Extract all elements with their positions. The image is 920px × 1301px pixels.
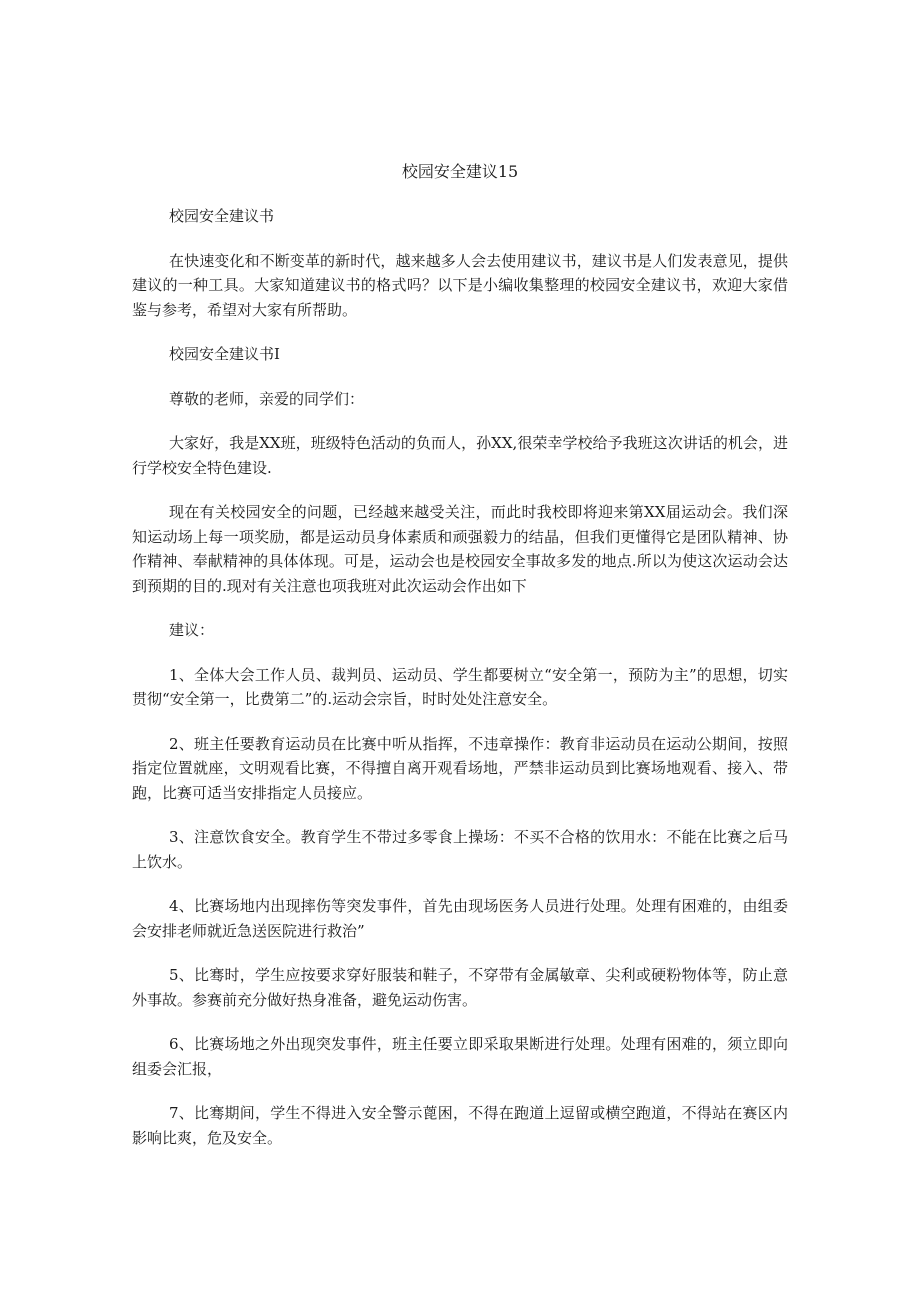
suggestion-item-2: 2、班主任要教育运动员在比赛中听从指挥，不违章操作：教育非运动员在运动公期间，按照指定位置就座，文明观看比赛，不得擅自离开观看场地，严禁非运动员到比赛场地观看、接入、带跑，比赛可适当安排指定人员接应。 [132, 734, 788, 802]
suggestion-label: 建议： [169, 621, 215, 639]
intro-paragraph: 在快速变化和不断变革的新时代，越来越多人会去使用建议书，建议书是人们发表意见，提供建议的一种工具。大家知道建议书的格式吗？以下是小编收集整理的校园安全建议书，欢迎大家借鉴与参考，希望对大家有所帮助。 [132, 251, 788, 319]
document-title: 校园安全建议15 [401, 162, 519, 181]
subtitle-paragraph: 校园安全建议书 [169, 207, 275, 225]
suggestion-item-5: 5、比骞时，学生应按要求穿好服装和鞋子，不穿带有金属敏章、尖利或硬粉物体等，防止意外事故。参赛前充分做好热身准备，避免运动伤害。 [132, 966, 788, 1009]
context-paragraph: 现在有关校园安全的问题，已经越来越受关注，而此时我校即将迎来第XX届运动会。我们深知运动场上每一项奖励，都是运动员身体素质和顽强毅力的结晶，但我们更懂得它是团队精神、协作精神、奉献精神的具体体现。可是，运动会也是校园安全事故多发的地点.所以为使这次运动会达到预期的目的.现对有关注意也项我班对此次运动会作出如下 [132, 503, 788, 595]
suggestion-item-3: 3、注意饮食安全。教育学生不带过多零食上操场：不买不合格的饮用水：不能在比赛之后马上饮水。 [132, 828, 788, 871]
suggestion-item-4: 4、比赛场地内出现摔伤等突发事件，首先由现场医务人员进行处理。处理有困难的，由组委会安排老师就近急送医院进行救治” [132, 897, 788, 940]
document-body [132, 160, 788, 1170]
greeting-paragraph: 大家好，我是XX班，班级特色活动的负而人，孙XX,很荣幸学校给予我班这次讲话的机会，进行学校安全特色建设. [132, 434, 788, 477]
section-heading: 校园安全建议书I [169, 345, 280, 363]
salutation: 尊敬的老师，亲爱的同学们： [169, 389, 365, 408]
suggestion-item-6: 6、比赛场地之外出现突发事件，班主任要立即采取果断进行处理。处理有困难的，须立即向组委会汇报， [132, 1035, 788, 1078]
suggestion-item-7: 7、比骞期间，学生不得进入安全警示蓖困，不得在跑道上逗留或横空跑道，不得站在赛区内影响比爽，危及安全。 [132, 1104, 788, 1147]
suggestion-item-1: 1、全体大会工作人员、裁判员、运动员、学生都要树立“安全第一，预防为主”的思想，切实贯彻“安全第一，比费第二”的.运动会宗旨，时时处处注意安全。 [132, 665, 788, 708]
